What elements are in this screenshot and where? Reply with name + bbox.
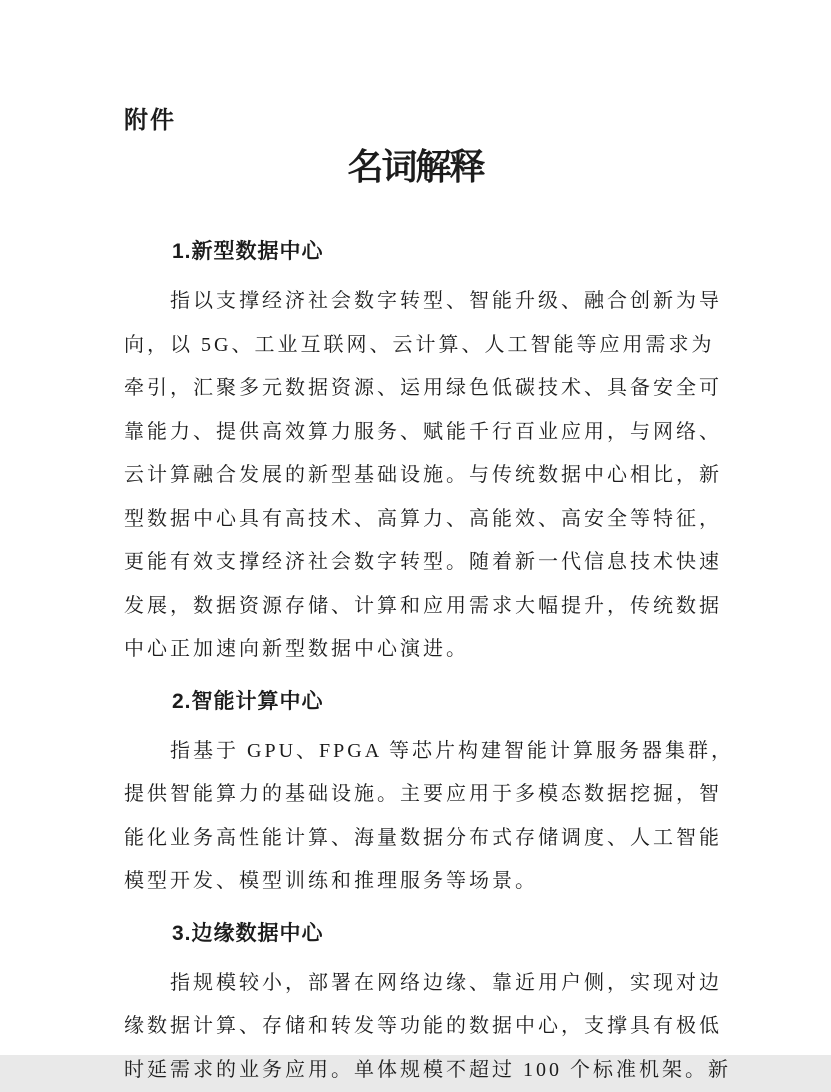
section-intelligent-computing-center (124, 680, 710, 904)
body-line: 牵引，汇聚多元数据资源、运用绿色低碳技术、具备安全可 (124, 367, 710, 411)
body-line: 更能有效支撑经济社会数字转型。随着新一代信息技术快速 (124, 541, 710, 585)
body-line: 云计算融合发展的新型基础设施。与传统数据中心相比，新 (124, 454, 710, 498)
body-line: 型数据中心具有高技术、高算力、高能效、高安全等特征， (124, 498, 710, 542)
page-title: 名词解释 (0, 144, 831, 190)
body-line: 发展，数据资源存储、计算和应用需求大幅提升，传统数据 (124, 585, 710, 629)
body-line: 指以支撑经济社会数字转型、智能升级、融合创新为导 (124, 280, 710, 324)
body-line: 向，以 5G、工业互联网、云计算、人工智能等应用需求为 (124, 324, 710, 368)
body-line: 中心正加速向新型数据中心演进。 (124, 628, 710, 672)
section-edge-data-center (124, 912, 710, 1092)
section-new-data-center (124, 230, 710, 672)
body-line: 时延需求的业务应用。单体规模不超过 100 个标准机架。新 (124, 1049, 710, 1092)
attachment-label: 附件 (124, 106, 176, 136)
body-line: 模型开发、模型训练和推理服务等场景。 (124, 860, 710, 904)
body-line: 能化业务高性能计算、海量数据分布式存储调度、人工智能 (124, 817, 710, 861)
section-heading: 3.边缘数据中心 (124, 912, 710, 956)
section-heading: 1.新型数据中心 (124, 230, 710, 274)
body-line: 靠能力、提供高效算力服务、赋能千行百业应用，与网络、 (124, 411, 710, 455)
body-line: 缘数据计算、存储和转发等功能的数据中心，支撑具有极低 (124, 1005, 710, 1049)
body-line: 提供智能算力的基础设施。主要应用于多模态数据挖掘，智 (124, 773, 710, 817)
document-body (124, 230, 710, 1092)
body-line: 指基于 GPU、FPGA 等芯片构建智能计算服务器集群， (124, 730, 710, 774)
section-heading: 2.智能计算中心 (124, 680, 710, 724)
body-line: 指规模较小，部署在网络边缘、靠近用户侧，实现对边 (124, 962, 710, 1006)
